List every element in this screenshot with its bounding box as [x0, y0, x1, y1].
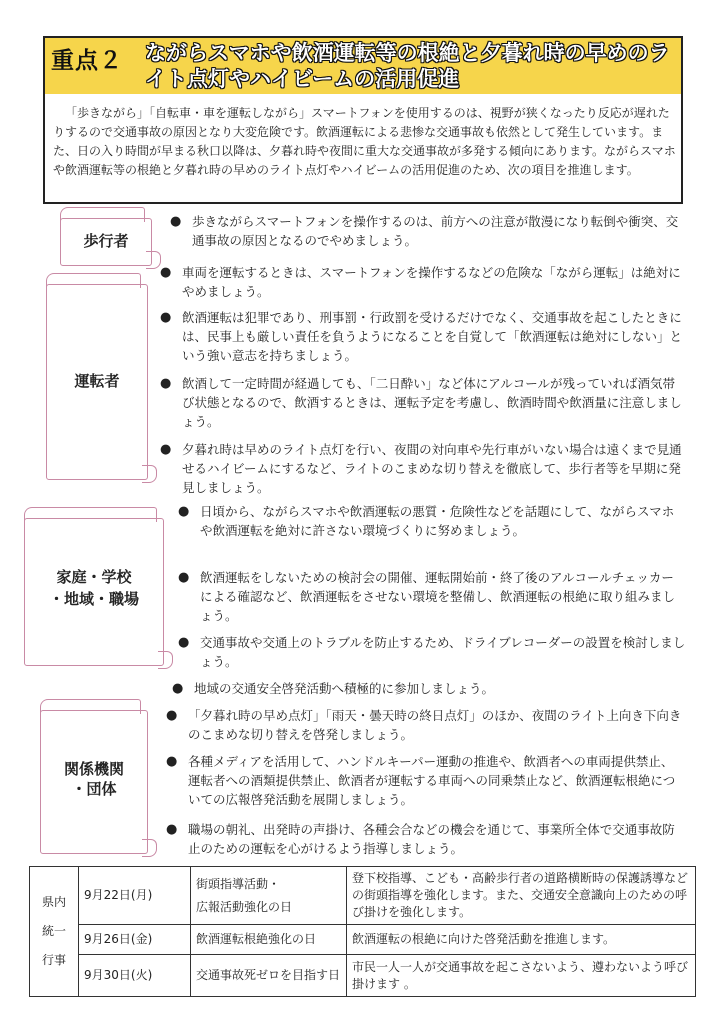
list-item: ● 歩きながらスマートフォンを操作するのは、前方への注意が散漫になり転倒や衝突、交通事故の原因となるのでやめましょう。 [170, 214, 679, 248]
list-item: ● 日頃から、ながらスマホや飲酒運転の悪質・危険性などを話題にして、ながらスマホや飲酒運転を絶対に許さない環境づくりに努めましょう。 [178, 504, 675, 538]
event-name: 飲酒運転根絶強化の日 [191, 925, 347, 955]
list-item: ● 交通事故や交通上のトラブルを防止するため、ドライブレコーダーの設置を検討しましょう。 [178, 635, 686, 669]
label-home-school-line1: 家庭・学校 [56, 568, 132, 586]
events-table [29, 866, 696, 997]
page-title: ながらスマホや飲酒運転等の根絶と夕暮れ時の早めのライト点灯やハイビームの活用促進 [145, 41, 670, 91]
list-item: ● 飲酒して一定時間が経過しても、「二日酔い」など体にアルコールが残っていれば酒気帯び状態となるので、飲酒するときは、運転予定を考慮し、飲酒時間や飲酒量に注意しましょう。 [160, 376, 682, 429]
label-agencies-line2: ・団体 [71, 780, 117, 798]
list-item: ● 職場の朝礼、出発時の声掛け、各種会合などの機会を通じて、事業所全体で交通事故防止のための運転を心がけるよう指導しましょう。 [166, 822, 675, 856]
label-agencies-organizations [40, 710, 148, 854]
label-driver-text: 運転者 [74, 372, 120, 390]
bullet-icon: ● [166, 754, 178, 769]
bullet-icon: ● [170, 214, 182, 229]
event-date: 9月26日(金) [79, 925, 191, 955]
bullet-icon: ● [178, 570, 190, 585]
label-pedestrian [60, 218, 152, 266]
list-item: ● 飲酒運転をしないための検討会の開催、運転開始前・終了後のアルコールチェッカーによる確認など、飲酒運転をさせない環境を整備し、飲酒運転の根絶に取り組みましょう。 [178, 570, 676, 623]
event-description: 登下校指導、こども・高齢歩行者の道路横断時の保護誘導などの街頭指導を強化します。また、交通安全意識向上のための呼び掛けを強化します。 [347, 867, 696, 925]
events-table-heading: 県内 統一 行事 [30, 867, 79, 997]
table-row [30, 867, 696, 925]
bullet-icon: ● [160, 265, 172, 280]
bullet-icon: ● [160, 442, 172, 457]
label-home-school-community [24, 518, 164, 666]
bullet-icon: ● [166, 822, 178, 837]
bullet-icon: ● [160, 376, 172, 391]
bullet-icon: ● [160, 310, 172, 325]
label-home-school-line2: ・地域・職場 [48, 590, 139, 608]
list-item: ● 地域の交通安全啓発活動へ積極的に参加しましょう。 [172, 681, 495, 696]
event-date: 9月30日(火) [79, 955, 191, 997]
intro-paragraph: 「歩きながら」「自転車・車を運転しながら」スマートフォンを使用するのは、視野が狭くなったり反応が遅れたりするので交通事故の原因となり大変危険です。飲酒運転による悲惨な交通事故も依然として発生しています。また、日の入り時間が早まる秋口以降は、夕暮れ時や夜間に重大な交通事故が多発する傾向にあります。ながらスマホや飲酒運転等の根絶と夕暮れ時の早めのライト点灯やハイビームの活用促進のため、次の項目を推進します。 [53, 106, 676, 177]
header-title-band [43, 36, 683, 94]
label-pedestrian-text: 歩行者 [83, 232, 129, 250]
list-item: ● 夕暮れ時は早めのライト点灯を行い、夜間の対向車や先行車がいない場合は遠くまで見通せるハイビームにするなど、ライトのこまめな切り替えを徹底して、歩行者等を早期に発見しましょう。 [160, 442, 682, 495]
header-box [43, 36, 683, 204]
list-item: ● 車両を運転するときは、スマートフォンを操作するなどの危険な「ながら運転」は絶対にやめましょう。 [160, 265, 681, 299]
bullet-icon: ● [178, 635, 190, 650]
label-agencies-line1: 関係機関 [63, 760, 124, 778]
list-item: ● 飲酒運転は犯罪であり、刑事罰・行政罰を受けるだけでなく、交通事故を起こしたときには、民事上も厳しい責任を負うようになることを自覚して「飲酒運転は絶対にしない」という強い意志を持ちましょう。 [160, 310, 683, 363]
bullet-icon: ● [178, 504, 190, 519]
event-date: 9月22日(月) [79, 867, 191, 925]
event-name: 交通事故死ゼロを目指す日 [191, 955, 347, 997]
event-description: 市民一人一人が交通事故を起こさないよう、遵わないよう呼び掛けます 。 [347, 955, 696, 997]
list-item: ● 各種メディアを活用して、ハンドルキーパー運動の推進や、飲酒者への車両提供禁止、運転者への酒類提供禁止、飲酒者が運転する車両への同乗禁止など、飲酒運転根絶についての広報啓発活動を展開しましょう。 [166, 754, 676, 807]
bullet-icon: ● [166, 708, 178, 723]
priority-number: 重点２ [51, 48, 123, 74]
list-item: ● 「夕暮れ時の早め点灯」「雨天・曇天時の終日点灯」のほか、夜間のライト上向き下向きのこまめな切り替えを啓発しましょう。 [166, 708, 682, 742]
table-row [30, 925, 696, 955]
event-description: 飲酒運転の根絶に向けた啓発活動を推進します。 [347, 925, 696, 955]
table-row [30, 955, 696, 997]
label-driver [46, 284, 148, 480]
event-name: 街頭指導活動・ 広報活動強化の日 [191, 867, 347, 925]
bullet-icon: ● [172, 681, 184, 696]
